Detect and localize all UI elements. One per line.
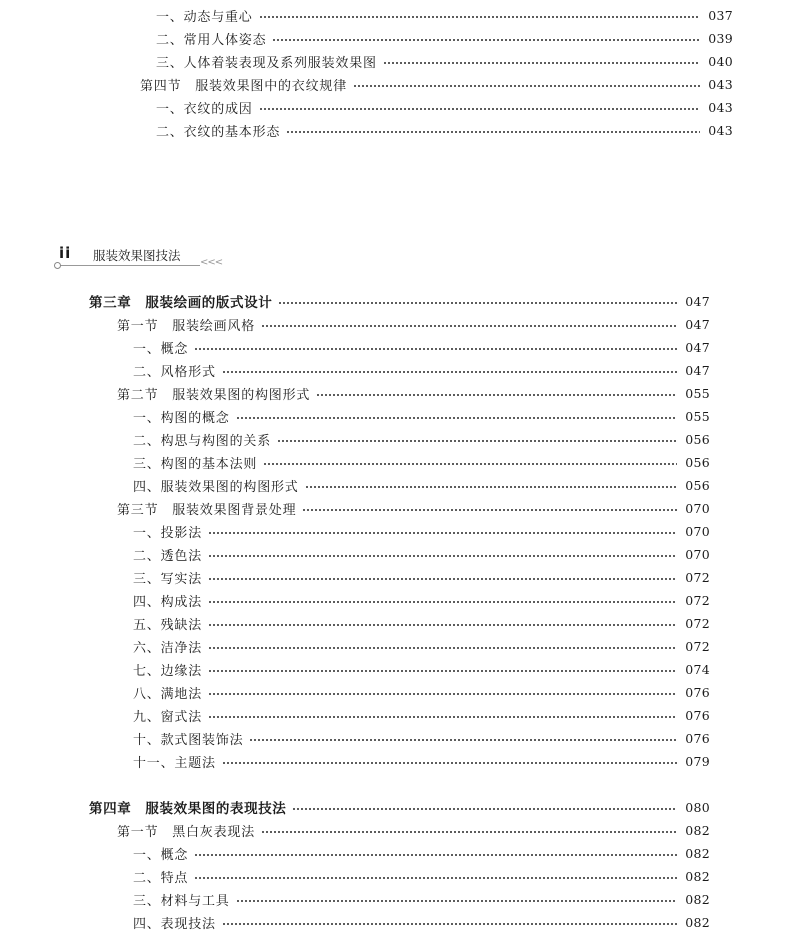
- toc-entry[interactable]: [133, 705, 710, 725]
- toc-entry-title: 二、构思与构图的关系: [133, 433, 272, 449]
- toc-leader-dots: [236, 417, 678, 419]
- toc-entry-page: 074: [685, 661, 710, 677]
- toc-leader-dots: [208, 578, 677, 580]
- toc-entry[interactable]: [133, 659, 710, 679]
- toc-entry-page: 076: [685, 684, 710, 700]
- toc-entry-page: 072: [685, 638, 710, 654]
- toc-entry-page: 047: [685, 362, 710, 378]
- toc-entry[interactable]: [133, 544, 710, 564]
- toc-entry-title: 三、人体着装表现及系列服装效果图: [156, 55, 377, 71]
- toc-leader-dots: [261, 831, 677, 833]
- toc-entry-page: 082: [685, 891, 710, 907]
- toc-entry-title: 第一节 黑白灰表现法: [117, 824, 256, 840]
- toc-entry-page: 047: [685, 293, 710, 309]
- toc-entry-title: 第三节 服装效果图背景处理: [117, 502, 297, 518]
- toc-leader-dots: [292, 808, 677, 810]
- toc-entry[interactable]: [133, 360, 710, 380]
- toc-leader-dots: [208, 716, 677, 718]
- toc-entry-title: 十一、主题法: [133, 755, 216, 771]
- toc-entry[interactable]: [133, 728, 710, 748]
- toc-leader-dots: [263, 463, 677, 465]
- toc-entry-page: 082: [685, 822, 710, 838]
- toc-entry-page: 070: [685, 500, 710, 516]
- toc-entry[interactable]: [133, 337, 710, 357]
- toc-entry-title: 第四节 服装效果图中的衣纹规律: [140, 78, 348, 94]
- toc-leader-dots: [278, 302, 677, 304]
- toc-entry[interactable]: [133, 682, 710, 702]
- toc-section-entry[interactable]: [117, 314, 710, 334]
- toc-leader-dots: [302, 509, 677, 511]
- toc-entry[interactable]: [133, 889, 710, 909]
- toc-leader-dots: [208, 693, 677, 695]
- toc-entry-title: 三、构图的基本法则: [133, 456, 258, 472]
- toc-entry-page: 037: [708, 7, 733, 23]
- toc-leader-dots: [277, 440, 677, 442]
- toc-entry[interactable]: [133, 521, 710, 541]
- toc-entry-title: 一、衣纹的成因: [156, 101, 253, 117]
- toc-entry[interactable]: [133, 843, 710, 863]
- toc-chapter-entry[interactable]: [89, 797, 710, 817]
- toc-entry-page: 047: [685, 339, 710, 355]
- toc-entry-page: 047: [685, 316, 710, 332]
- toc-entry[interactable]: [133, 636, 710, 656]
- toc-entry-title: 一、投影法: [133, 525, 203, 541]
- toc-entry[interactable]: [133, 912, 710, 932]
- toc-section-entry[interactable]: [117, 383, 710, 403]
- toc-entry-title: 第二节 服装效果图的构图形式: [117, 387, 311, 403]
- toc-entry-title: 一、概念: [133, 341, 189, 357]
- toc-entry-page: 039: [708, 30, 733, 46]
- toc-entry[interactable]: [133, 452, 710, 472]
- toc-entry-title: 二、透色法: [133, 548, 203, 564]
- toc-entry-page: 082: [685, 914, 710, 930]
- toc-entry-title: 第三章 服装绘画的版式设计: [89, 295, 273, 311]
- chevron-left-icon: <<<: [200, 257, 223, 268]
- toc-leader-dots: [222, 762, 677, 764]
- toc-leader-dots: [305, 486, 678, 488]
- page-number: ii: [59, 244, 72, 262]
- toc-entry-page: 076: [685, 730, 710, 746]
- toc-entry-page: 056: [685, 431, 710, 447]
- toc-entry-page: 040: [708, 53, 733, 69]
- toc-entry-page: 043: [708, 122, 733, 138]
- toc-entry-page: 082: [685, 868, 710, 884]
- toc-entry-title: 三、材料与工具: [133, 893, 230, 909]
- toc-entry-title: 四、表现技法: [133, 916, 216, 932]
- toc-entry-page: 070: [685, 523, 710, 539]
- toc-entry-title: 一、构图的概念: [133, 410, 230, 426]
- toc-entry-page: 072: [685, 615, 710, 631]
- toc-entry-title: 二、衣纹的基本形态: [156, 124, 281, 140]
- toc-entry[interactable]: [133, 406, 710, 426]
- toc-entry-page: 079: [685, 753, 710, 769]
- toc-entry-title: 第一节 服装绘画风格: [117, 318, 256, 334]
- toc-entry-title: 四、构成法: [133, 594, 203, 610]
- toc-chapter-entry[interactable]: [89, 291, 710, 311]
- toc-entry-page: 072: [685, 569, 710, 585]
- toc-entry[interactable]: [133, 866, 710, 886]
- toc-section-entry[interactable]: [117, 498, 710, 518]
- toc-entry-title: 八、满地法: [133, 686, 203, 702]
- toc-leader-dots: [208, 624, 677, 626]
- toc-leader-dots: [208, 532, 677, 534]
- toc-entry-title: 二、特点: [133, 870, 189, 886]
- toc-entry-title: 一、概念: [133, 847, 189, 863]
- toc-leader-dots: [222, 371, 677, 373]
- toc-leader-dots: [316, 394, 677, 396]
- toc-entry-page: 082: [685, 845, 710, 861]
- toc-entry-title: 六、洁净法: [133, 640, 203, 656]
- toc-leader-dots: [236, 900, 678, 902]
- toc-entry-title: 七、边缘法: [133, 663, 203, 679]
- toc-entry[interactable]: [133, 613, 710, 633]
- toc-leader-dots: [208, 601, 677, 603]
- toc-entry-page: 070: [685, 546, 710, 562]
- toc-entry-page: 043: [708, 76, 733, 92]
- toc-leader-dots: [249, 739, 677, 741]
- toc-entry-page: 056: [685, 454, 710, 470]
- toc-entry-title: 九、窗式法: [133, 709, 203, 725]
- toc-entry-page: 056: [685, 477, 710, 493]
- toc-leader-dots: [194, 877, 677, 879]
- toc-leader-dots: [261, 325, 677, 327]
- toc-leader-dots: [208, 670, 677, 672]
- toc-entry[interactable]: [133, 475, 710, 495]
- toc-section-entry[interactable]: [117, 820, 710, 840]
- toc-entry-page: 055: [685, 385, 710, 401]
- toc-entry-page: 080: [685, 799, 710, 815]
- toc-entry-page: 072: [685, 592, 710, 608]
- toc-leader-dots: [194, 348, 677, 350]
- toc-entry-title: 三、写实法: [133, 571, 203, 587]
- toc-entry-title: 一、动态与重心: [156, 9, 253, 25]
- toc-entry[interactable]: [133, 567, 710, 587]
- toc-entry-title: 五、残缺法: [133, 617, 203, 633]
- toc-entry-page: 043: [708, 99, 733, 115]
- toc-entry[interactable]: [133, 429, 710, 449]
- toc-entry-title: 二、常用人体姿态: [156, 32, 267, 48]
- toc-entry-title: 二、风格形式: [133, 364, 216, 380]
- toc-entry-title: 十、款式图装饰法: [133, 732, 244, 748]
- toc-entry-page: 076: [685, 707, 710, 723]
- toc-entry-title: 第四章 服装效果图的表现技法: [89, 801, 287, 817]
- book-title: 服装效果图技法: [93, 248, 181, 263]
- toc-leader-dots: [208, 555, 677, 557]
- toc-leader-dots: [222, 923, 677, 925]
- toc-entry[interactable]: [133, 751, 710, 771]
- toc-entry[interactable]: [133, 590, 710, 610]
- toc-leader-dots: [208, 647, 677, 649]
- toc-leader-dots: [194, 854, 677, 856]
- toc-entry-page: 055: [685, 408, 710, 424]
- toc-entry-title: 四、服装效果图的构图形式: [133, 479, 299, 495]
